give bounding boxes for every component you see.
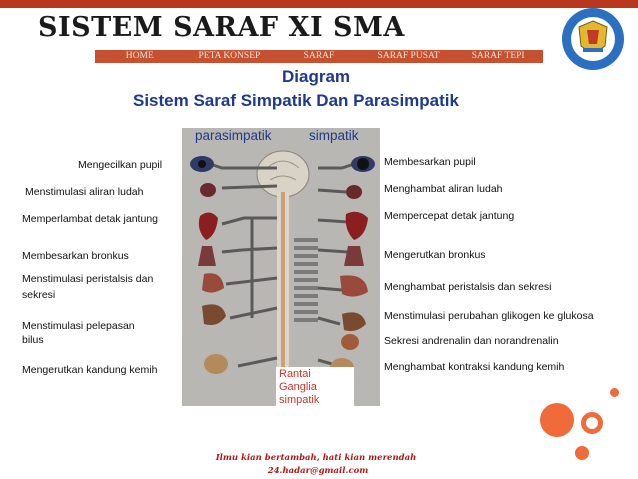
label-mengerutkan-kandung-kemih: Mengerutkan kandung kemih [22,364,158,376]
label-menstimulasi-pelepasan: Menstimulasi pelepasan [22,320,135,332]
page-heading: Diagram [281,67,351,86]
top-accent-bar [0,0,638,8]
school-logo [560,6,626,72]
label-menghambat-kontraksi: Menghambat kontraksi kandung kemih [384,361,565,373]
deco-circle-tiny [610,388,619,397]
label-menstimulasi-glikogen: Menstimulasi perubahan glikogen ke glukosa [384,310,594,322]
label-mengecilkan-pupil: Mengecilkan pupil [78,159,163,171]
footer-motto: Ilmu kian bertambah, hati kian merendah [215,453,417,463]
nav-saraf[interactable]: SARAF [303,51,335,61]
ganglia-label-line: simpatik [279,394,320,406]
deco-circle-ring [581,412,603,434]
app-title: SISTEM SARAF XI SMA [38,12,405,43]
label-menghambat-peristalsis: Menghambat peristalsis dan sekresi [384,281,552,293]
page-subheading: Sistem Saraf Simpatik Dan Parasimpatik [133,91,459,110]
nav-home[interactable]: HOME [125,51,154,61]
ganglia-label-line: Rantai [279,368,311,380]
simpatik-tag: simpatik [309,128,359,143]
label-membesarkan-pupil: Membesarkan pupil [384,156,476,168]
footer-email: 24.hadar@gmail.com [267,466,369,476]
label-memperlambat-detak-jantung: Memperlambat detak jantung [22,213,158,225]
ganglia-label [276,367,354,408]
parasimpatik-tag: parasimpatik [195,128,272,143]
label-menstimulasi-peristalsis-2: sekresi [22,289,56,301]
label-menstimulasi-peristalsis: Menstimulasi peristalsis dan [22,273,154,285]
label-membesarkan-bronkus: Membesarkan bronkus [22,250,129,262]
label-mengerutkan-bronkus: Mengerutkan bronkus [384,249,486,261]
nav-peta-konsep[interactable]: PETA KONSEP [198,51,261,61]
ganglia-label-line: Ganglia [279,381,317,393]
label-menstimulasi-pelepasan-2: bilus [22,334,44,346]
nav-bar [95,50,543,63]
label-menghambat-aliran-ludah: Menghambat aliran ludah [384,183,503,195]
nervous-system-diagram [182,128,380,406]
deco-circle-large [540,403,574,437]
nav-saraf-pusat[interactable]: SARAF PUSAT [377,51,440,61]
label-sekresi-andrenalin: Sekresi andrenalin dan norandrenalin [384,335,559,347]
label-mempercepat-detak-jantung: Mempercepat detak jantung [384,210,515,222]
label-menstimulasi-aliran-ludah: Menstimulasi aliran ludah [25,186,144,198]
nav-saraf-tepi[interactable]: SARAF TEPI [471,51,525,61]
